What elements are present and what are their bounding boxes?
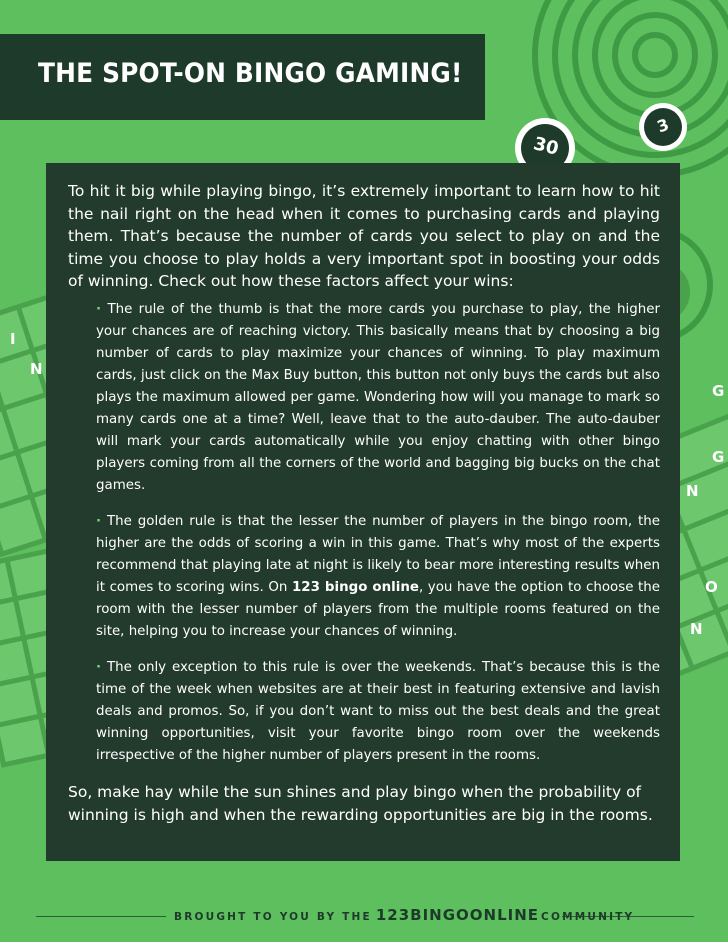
page-title: THE SPOT-ON BINGO GAMING! — [38, 58, 463, 89]
footer-brand: 123BINGOONLINE — [375, 906, 540, 924]
ball-30-number: 30 — [531, 133, 561, 160]
list-item — [96, 511, 660, 643]
bullet-text: The rule of the thumb is that the more cards you purchase to play, the higher your chances are of reaching victory. This basically means that by choosing a big number of cards to play maximize your chances of winning. To play maximum cards, just click on the Max Buy button, this button not only buys the cards but also plays the maximum allowed per game. Wondering how will you manage to mark so many cards one at a time? Well, leave that to the auto-dauber. The auto-dauber will mark your cards automatically while you enjoy chatting with other bingo players coming from all the corners of the world and bagging big bucks on the chat games. — [96, 301, 660, 493]
intro-paragraph: To hit it big while playing bingo, it’s extremely important to learn how to hit the nail right on the head when it comes to purchasing cards and playing them. That’s because the number of cards you select to play on and the time you choose to play holds a very important spot in boosting your odds of winning. Check out how these factors affect your wins: — [68, 182, 660, 290]
decor-letter: N — [30, 360, 43, 378]
bullet-marker: · — [96, 301, 102, 317]
decor-letter: N — [690, 620, 703, 638]
bullet-marker: · — [96, 513, 102, 529]
tips-list — [96, 299, 660, 767]
ball-3-number: 3 — [654, 114, 672, 137]
list-item — [96, 299, 660, 497]
bullet-marker: · — [96, 659, 102, 675]
closing-paragraph: So, make hay while the sun shines and play bingo when the probability of winning is high and when the rewarding opportunities are big in the rooms. — [68, 782, 653, 824]
footer-divider-left — [36, 916, 166, 917]
article-body — [68, 180, 660, 827]
footer-pre-text: BROUGHT TO YOU BY THE — [174, 911, 372, 923]
decor-letter: N — [686, 482, 699, 500]
list-item — [96, 657, 660, 767]
decor-letter: I — [10, 330, 16, 348]
site-name-link[interactable]: 123 bingo online — [291, 579, 419, 595]
bullet-text: The only exception to this rule is over the weekends. That’s because this is the time of the week when websites are at their best in featuring extensive and lavish deals and promos. So, if you don’t want to miss out the best deals and the great winning opportunities, visit your favorite bingo room over the weekends irrespective of the higher number of players present in the rooms. — [96, 659, 660, 763]
title-banner — [0, 34, 485, 120]
bullet-text: The golden rule is that the lesser the number of players in the bingo room, the higher are the odds of scoring a win in this game. That’s why most of the experts recommend that playing late at night is likely to bear more interesting results when it comes to scoring wins. On — [96, 513, 660, 595]
decor-letter: G — [712, 382, 725, 400]
decor-letter: O — [705, 578, 718, 596]
footer-credit — [174, 906, 635, 928]
bullet-text: , you have the option to choose the room with the lesser number of players from the multiple rooms featured on the site, helping you to increase your chances of winning. — [96, 579, 661, 639]
decor-letter: G — [712, 448, 725, 466]
footer-post-text: COMMUNITY — [541, 911, 635, 923]
